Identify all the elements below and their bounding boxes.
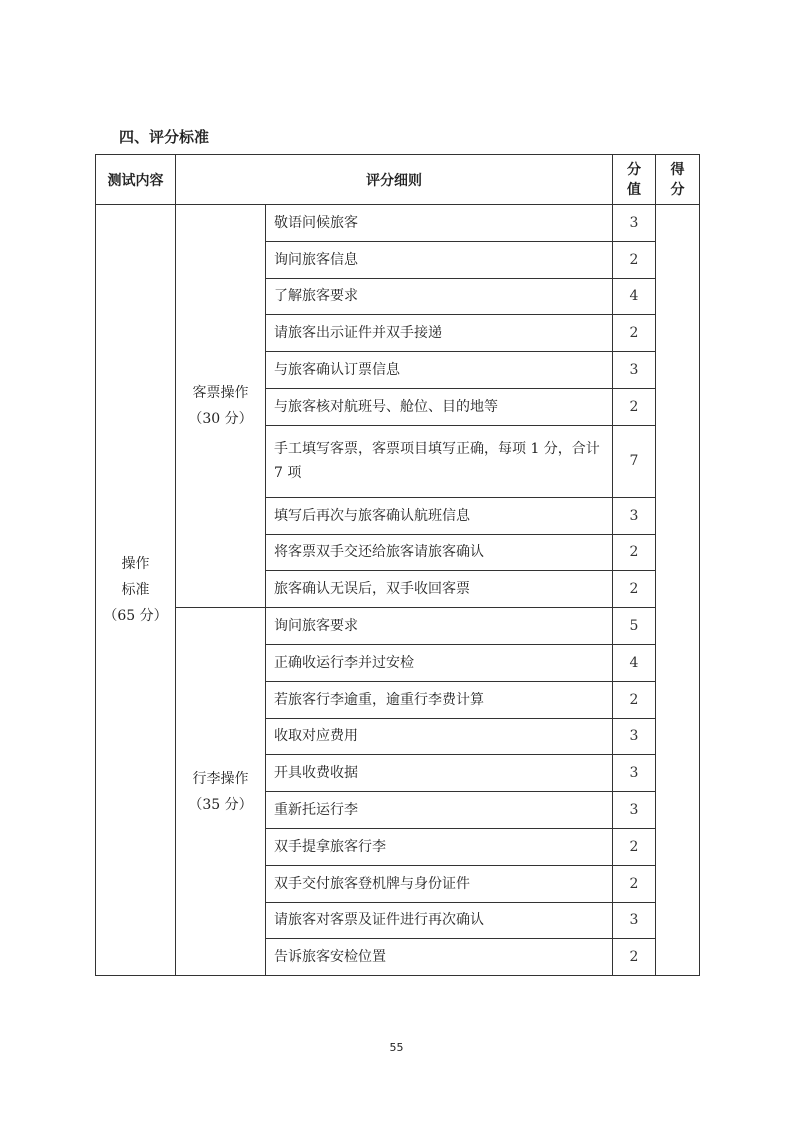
rule-score: 3 (613, 792, 656, 829)
category-points: （65 分） (103, 608, 168, 625)
rule-item: 双手提拿旅客行李 (266, 828, 613, 865)
table-row (96, 608, 700, 645)
rule-item: 询问旅客信息 (266, 241, 613, 278)
rule-score: 2 (613, 681, 656, 718)
rule-item: 与旅客确认订票信息 (266, 352, 613, 389)
rule-item: 与旅客核对航班号、舱位、目的地等 (266, 388, 613, 425)
rule-score: 2 (613, 388, 656, 425)
group-points: （35 分） (188, 796, 253, 813)
rule-item: 重新托运行李 (266, 792, 613, 829)
rule-item: 开具收费收据 (266, 755, 613, 792)
rule-score: 2 (613, 865, 656, 902)
rule-score: 3 (613, 352, 656, 389)
header-test-content: 测试内容 (96, 155, 176, 205)
rule-score: 2 (613, 241, 656, 278)
rule-item: 手工填写客票，客票项目填写正确，每项 1 分，合计 7 项 (266, 425, 613, 497)
obtained-score-cell[interactable] (656, 205, 700, 976)
rule-score: 3 (613, 205, 656, 242)
group-points: （30 分） (188, 411, 253, 428)
header-scoring-rules: 评分细则 (176, 155, 613, 205)
rule-score: 2 (613, 571, 656, 608)
header-score: 分 值 (613, 155, 656, 205)
group-cell (176, 608, 266, 976)
group-name: 行李操作 (192, 770, 249, 787)
rule-item: 双手交付旅客登机牌与身份证件 (266, 865, 613, 902)
rule-item: 旅客确认无误后，双手收回客票 (266, 571, 613, 608)
header-obtained: 得 分 (656, 155, 700, 205)
rule-item: 填写后再次与旅客确认航班信息 (266, 497, 613, 534)
rule-item: 敬语问候旅客 (266, 205, 613, 242)
rule-score: 2 (613, 315, 656, 352)
category-cell (96, 205, 176, 976)
rule-item: 请旅客出示证件并双手接递 (266, 315, 613, 352)
table-header-row (96, 155, 700, 205)
rule-score: 4 (613, 644, 656, 681)
rule-item: 收取对应费用 (266, 718, 613, 755)
page-number: 55 (389, 1041, 404, 1054)
group-cell (176, 205, 266, 608)
rule-item: 了解旅客要求 (266, 278, 613, 315)
rule-item: 正确收运行李并过安检 (266, 644, 613, 681)
rule-score: 5 (613, 608, 656, 645)
category-name-line1: 操作 (121, 556, 150, 573)
section-title: 四、评分标准 (119, 128, 210, 146)
rule-score: 2 (613, 828, 656, 865)
rule-item: 询问旅客要求 (266, 608, 613, 645)
rule-item: 若旅客行李逾重，逾重行李费计算 (266, 681, 613, 718)
rule-item: 告诉旅客安检位置 (266, 939, 613, 976)
rule-score: 3 (613, 755, 656, 792)
rule-score: 3 (613, 718, 656, 755)
scoring-table (95, 154, 700, 976)
group-name: 客票操作 (192, 385, 249, 402)
rule-item: 请旅客对客票及证件进行再次确认 (266, 902, 613, 939)
rule-item: 将客票双手交还给旅客请旅客确认 (266, 534, 613, 571)
table-row (96, 205, 700, 242)
rule-score: 2 (613, 939, 656, 976)
rule-score: 4 (613, 278, 656, 315)
rule-score: 2 (613, 534, 656, 571)
rule-score: 7 (613, 425, 656, 497)
rule-score: 3 (613, 497, 656, 534)
rule-score: 3 (613, 902, 656, 939)
category-name-line2: 标准 (121, 582, 150, 599)
